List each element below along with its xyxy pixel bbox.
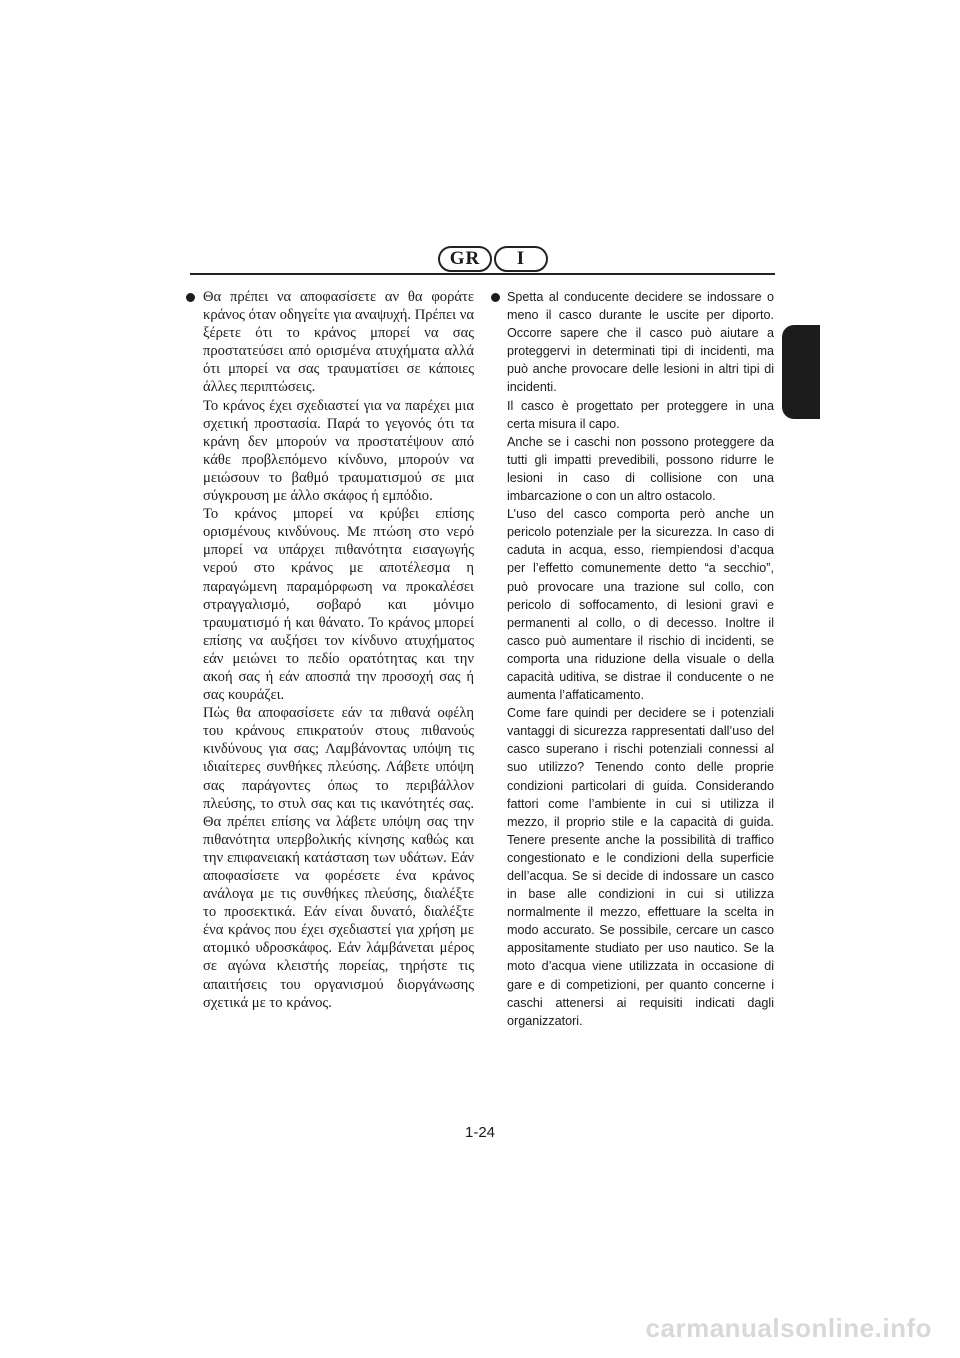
italian-column bbox=[490, 288, 774, 1030]
page-header bbox=[190, 246, 775, 276]
greek-bullet-item bbox=[186, 288, 474, 1012]
greek-paragraph: Το κράνος μπορεί να κρύβει επίσης ορισμένους κινδύνους. Με πτώση στο νερό μπορεί να υπάρχει πιθανότητα εισαγωγής νερού στο κράνος με αποτέλεσμα η παραγώμενη παραμόρφωση να προκαλέσει στραγγαλισμό, σοβαρό και μόνιμο τραυματισμό ή και θάνατο. Το κράνος μπορεί επίσης να αυξήσει τον κίνδυνο ατυχήματος εάν μειώνει το πεδίο ορατότητας και την ακοή σας ή εάν αποσπά την προσοχή σας ή σας κουράζει. bbox=[203, 506, 474, 704]
page-number: 1-24 bbox=[464, 1124, 496, 1141]
chapter-side-tab bbox=[782, 325, 820, 419]
bullet-icon bbox=[491, 293, 500, 302]
italian-paragraph: Spetta al conducente decidere se indossare o meno il casco durante le uscite per diporto. Occorre sapere che il casco può aiutare a proteggervi in determinati tipi di incidenti, ma può anche provocare delle lesioni in altri tipi di incidenti. bbox=[507, 290, 774, 395]
language-tab-greek: GR bbox=[438, 246, 492, 272]
language-tab-italian: I bbox=[494, 246, 548, 272]
greek-paragraph: Θα πρέπει να αποφασίσετε αν θα φοράτε κράνος όταν οδηγείτε για αναψυχή. Πρέπει να ξέρετε ότι το κράνος μπορεί να σας προστατεύσει από ορισμένα ατυχήματα αλλά ότι μπορεί να σας τραυματίσει σε κάποιες άλλες περιπτώσεις. bbox=[203, 289, 474, 396]
italian-bullet-item bbox=[490, 288, 774, 1030]
bullet-icon bbox=[186, 293, 195, 302]
italian-paragraph: Come fare quindi per decidere se i potenziali vantaggi di sicurezza rappresentati dall’uso del casco superano i rischi potenziali connessi al suo utilizzo? Tenendo conto delle proprie condizioni particolari di guida. Considerando fattori come l’ambiente in cui si utilizza il mezzo, il proprio stile e la capacità di guida. Tenere presente anche la possibilità di traffico congestionato e le condizioni della superficie dell’acqua. Se si decide di indossare un casco in base alle condizioni in cui si utilizza normalmente il mezzo, effettuare la scelta in modo accurato. Se possibile, cercare un casco appositamente studiato per uso nautico. Se la moto d’acqua viene utilizzata in occasione di gare e di competizioni, per quanto concerne i caschi attenersi ai requisiti indicati dagli organizzatori. bbox=[507, 706, 774, 1028]
watermark: carmanualsonline.info bbox=[645, 1313, 932, 1343]
header-rule bbox=[190, 273, 775, 275]
greek-column bbox=[186, 288, 474, 1012]
italian-paragraph: Anche se i caschi non possono proteggere da tutti gli impatti prevedibili, possono ridurre le lesioni in caso di collisione con una imbarcazione o con un altro ostacolo. bbox=[507, 434, 774, 504]
italian-paragraph: L’uso del casco comporta però anche un pericolo potenziale per la sicurezza. In caso di caduta in acqua, esso, riempiendosi d’acqua per l’effetto comunemente detto “a secchio”, può provocare una trazione sul collo, con pericolo di soffocamento, di lesioni gravi e permanenti al collo, o di decesso. Inoltre il casco può aumentare il rischio di incidenti, se comporta una riduzione della visuale o della capacità uditiva, se distrae il conducente o ne aumenta l’affaticamento. bbox=[507, 507, 774, 703]
greek-paragraph: Πώς θα αποφασίσετε εάν τα πιθανά οφέλη του κράνους επικρατούν στους πιθανούς κινδύνους για σας; Λαμβάνοντας υπόψη τις ιδιαίτερες συνθήκες πλεύσης. Λάβετε υπόψη σας παράγοντες όπως το περιβάλλον πλεύσης, το στυλ σας και τις ικανότητές σας. Θα πρέπει επίσης να λάβετε υπόψη σας την πιθανότητα υπερβολικής κίνησης καθώς και την επιφανειακή κατάσταση των υδάτων. Εάν αποφασίσετε να φορέσετε ένα κράνος ανάλογα με τις συνθήκες πλεύσης, διαλέξτε το προσεκτικά. Εάν είναι δυνατό, διαλέξτε ένα κράνος που έχει σχεδιαστεί για χρήση με ατομικό υδροσκάφος. Εάν λάμβάνεται μέρος σε αγώνα κλειστής πορείας, τηρήστε τις απαιτήσεις του οργανισμού διοργάνωσης σχετικά με το κράνος. bbox=[203, 705, 474, 1011]
italian-paragraph: Il casco è progettato per proteggere in una certa misura il capo. bbox=[507, 398, 774, 431]
greek-paragraph: Το κράνος έχει σχεδιαστεί για να παρέχει μια σχετική προστασία. Παρά το γεγονός ότι τα κράνη δεν μπορούν να προστατέψουν από κάθε προβλεπόμενο κίνδυνο, μπορούν να μειώσουν το βαθμό τραυματισμού σε μια σύγκρουση με άλλο σκάφος ή εμπόδιο. bbox=[203, 397, 474, 505]
